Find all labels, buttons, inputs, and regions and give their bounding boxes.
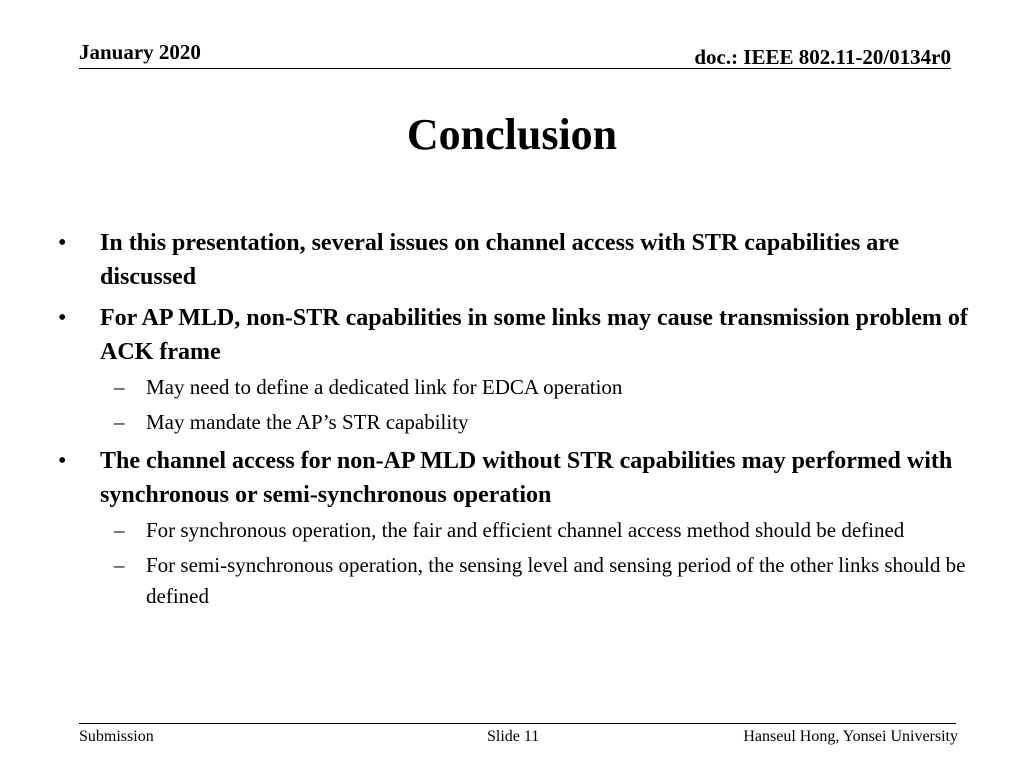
bullet-text: The channel access for non-AP MLD without STR capabilities may performed with synchronous or semi-synchronous operation [100,448,953,508]
header-document-id: doc.: IEEE 802.11-20/0134r0 [694,45,951,69]
sub-bullet-text: For semi-synchronous operation, the sensing level and sensing period of the other links should be defined [146,553,966,608]
bullet-marker: • [58,305,67,331]
bullet-text: In this presentation, several issues on channel access with STR capabilities are discussed [100,230,900,290]
bullet-item [58,226,968,294]
dash-marker: – [114,375,125,399]
footer-slide-number: Slide 11 [487,728,540,745]
footer-divider [79,723,956,724]
dash-marker: – [114,410,125,434]
bullet-item [58,444,968,512]
footer-author: Hanseul Hong, Yonsei University [743,728,958,745]
bullet-marker: • [58,448,67,474]
sub-bullet-text: May mandate the AP’s STR capability [146,410,469,434]
bullet-text: For AP MLD, non-STR capabilities in some links may cause transmission problem of ACK frame [100,305,968,365]
dash-marker: – [114,553,125,577]
slide-body [58,226,968,618]
dash-marker: – [114,518,125,542]
sub-bullet-item [58,372,968,403]
bullet-item [58,301,968,369]
sub-bullet-text: For synchronous operation, the fair and efficient channel access method should be defined [146,518,905,542]
footer-submission: Submission [79,728,154,745]
sub-bullet-item [58,550,968,612]
slide-title: Conclusion [406,110,618,159]
header-divider [79,68,951,69]
bullet-marker: • [58,230,67,256]
sub-bullet-item [58,407,968,438]
header-date: January 2020 [79,40,201,64]
sub-bullet-item [58,515,968,546]
sub-bullet-text: May need to define a dedicated link for EDCA operation [146,375,623,399]
